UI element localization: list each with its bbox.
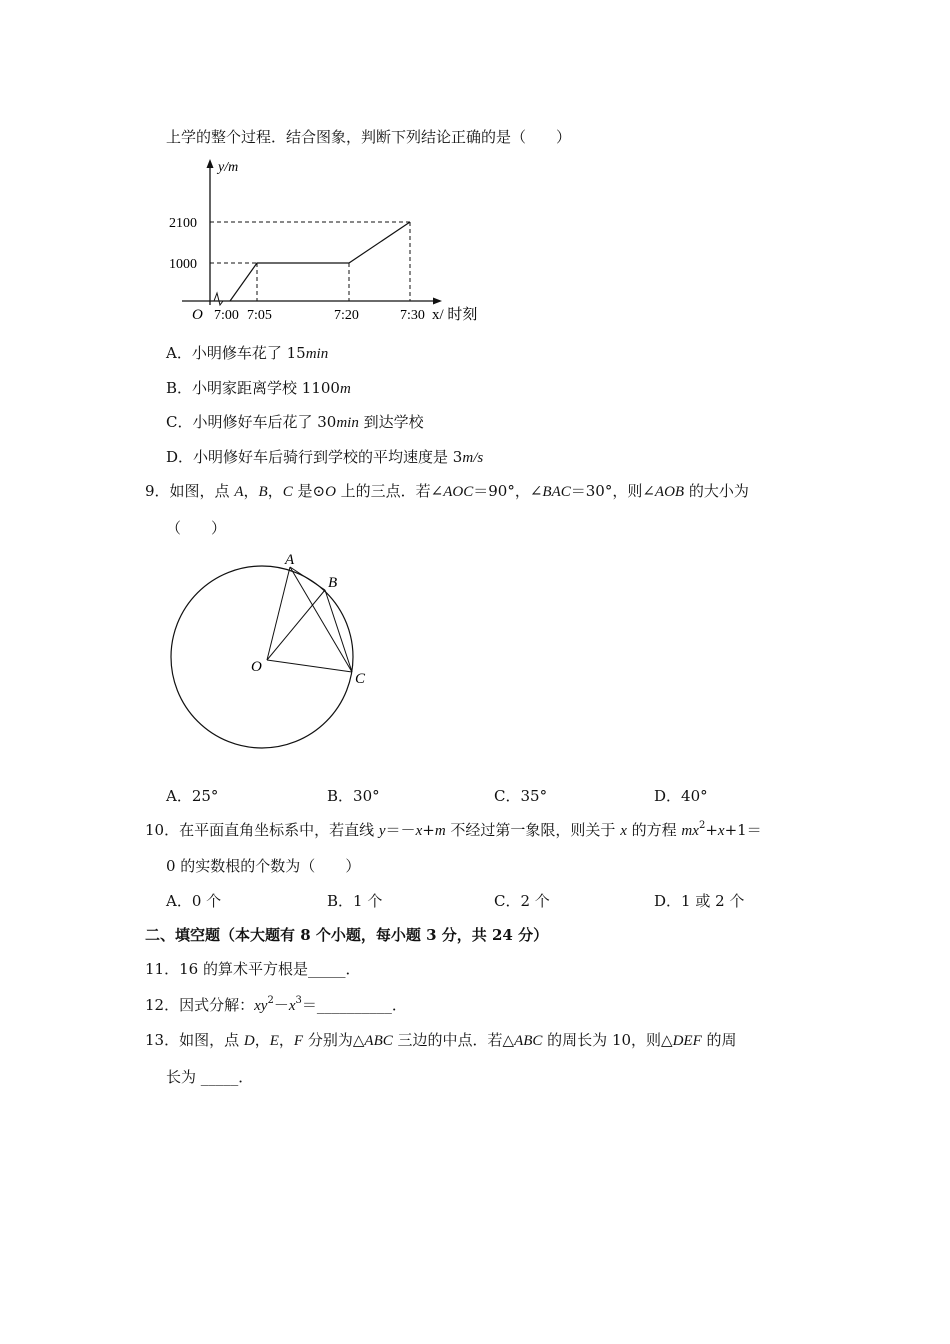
x-tick-700: 7:00 <box>214 308 239 323</box>
q10-option-c: C．2 个 <box>494 892 550 910</box>
label-c: C <box>355 671 366 687</box>
x-tick-705: 7:05 <box>247 308 272 323</box>
label-a: A <box>285 552 295 568</box>
q8-option-a: A．小明修车花了 15min <box>166 344 329 362</box>
q10-option-a: A．0 个 <box>166 892 222 910</box>
q10-stem: 10．在平面直角坐标系中，若直线 y＝－x+m 不经过第一象限，则关于 x 的方程 $mx^2+x+1=$ <box>145 820 762 839</box>
q8-distance-time-graph <box>162 155 492 325</box>
y-tick-1000: 1000 <box>169 257 197 272</box>
q10-stem-line2: 0 的实数根的个数为（ ） <box>166 857 361 875</box>
origin-label: O <box>192 307 203 323</box>
axis-break-mark <box>214 293 223 305</box>
label-b: B <box>328 575 338 591</box>
x-tick-720: 7:20 <box>334 308 359 323</box>
q9-answer-paren: （ ） <box>166 519 227 537</box>
q9-option-b: B．30° <box>327 787 380 805</box>
q12: 12．因式分解：$xy^2-x^3=\_\_\_\_\_\_\_\_\_\_$． <box>145 995 407 1014</box>
q8-option-d: D．小明修好车后骑行到学校的平均速度是 3m/s <box>166 448 484 466</box>
y-axis-label: y/m <box>218 160 239 175</box>
q9-option-a: A．25° <box>166 787 219 805</box>
x-tick-730: 7:30 <box>400 308 425 323</box>
x-axis-label: x/ 时刻 <box>432 307 478 323</box>
y-axis-arrow <box>207 159 214 168</box>
q9-stem: 9．如图，点 A，B，C 是⊙O 上的三点．若∠AOC＝90°，∠BAC＝30°，则∠AOB 的大小为 <box>145 482 749 500</box>
x-axis-arrow <box>433 298 442 305</box>
y-tick-2100: 2100 <box>169 216 197 231</box>
q10-option-b: B．1 个 <box>327 892 383 910</box>
q8-option-b: B．小明家距离学校 1100m <box>166 379 351 397</box>
label-o: O <box>251 659 262 675</box>
q8-stem: 上学的整个过程．结合图象，判断下列结论正确的是（ ） <box>166 128 572 146</box>
q8-option-c: C．小明修好车后花了 30min 到达学校 <box>166 413 424 431</box>
q9-option-c: C．35° <box>494 787 548 805</box>
q10-option-d: D．1 或 2 个 <box>654 892 745 910</box>
q13: 13．如图，点 D，E，F 分别为△ABC 三边的中点．若△ABC 的周长为 10，则△DEF 的周 <box>145 1031 737 1049</box>
journey-line <box>230 222 410 301</box>
section-2-heading: 二、填空题（本大题有 8 个小题，每小题 3 分，共 24 分） <box>145 926 549 944</box>
q9-circle-figure <box>160 550 380 755</box>
q11: 11．16 的算术平方根是_____． <box>145 960 361 978</box>
q9-option-d: D．40° <box>654 787 708 805</box>
q13-line2: 长为 _____． <box>166 1068 254 1086</box>
